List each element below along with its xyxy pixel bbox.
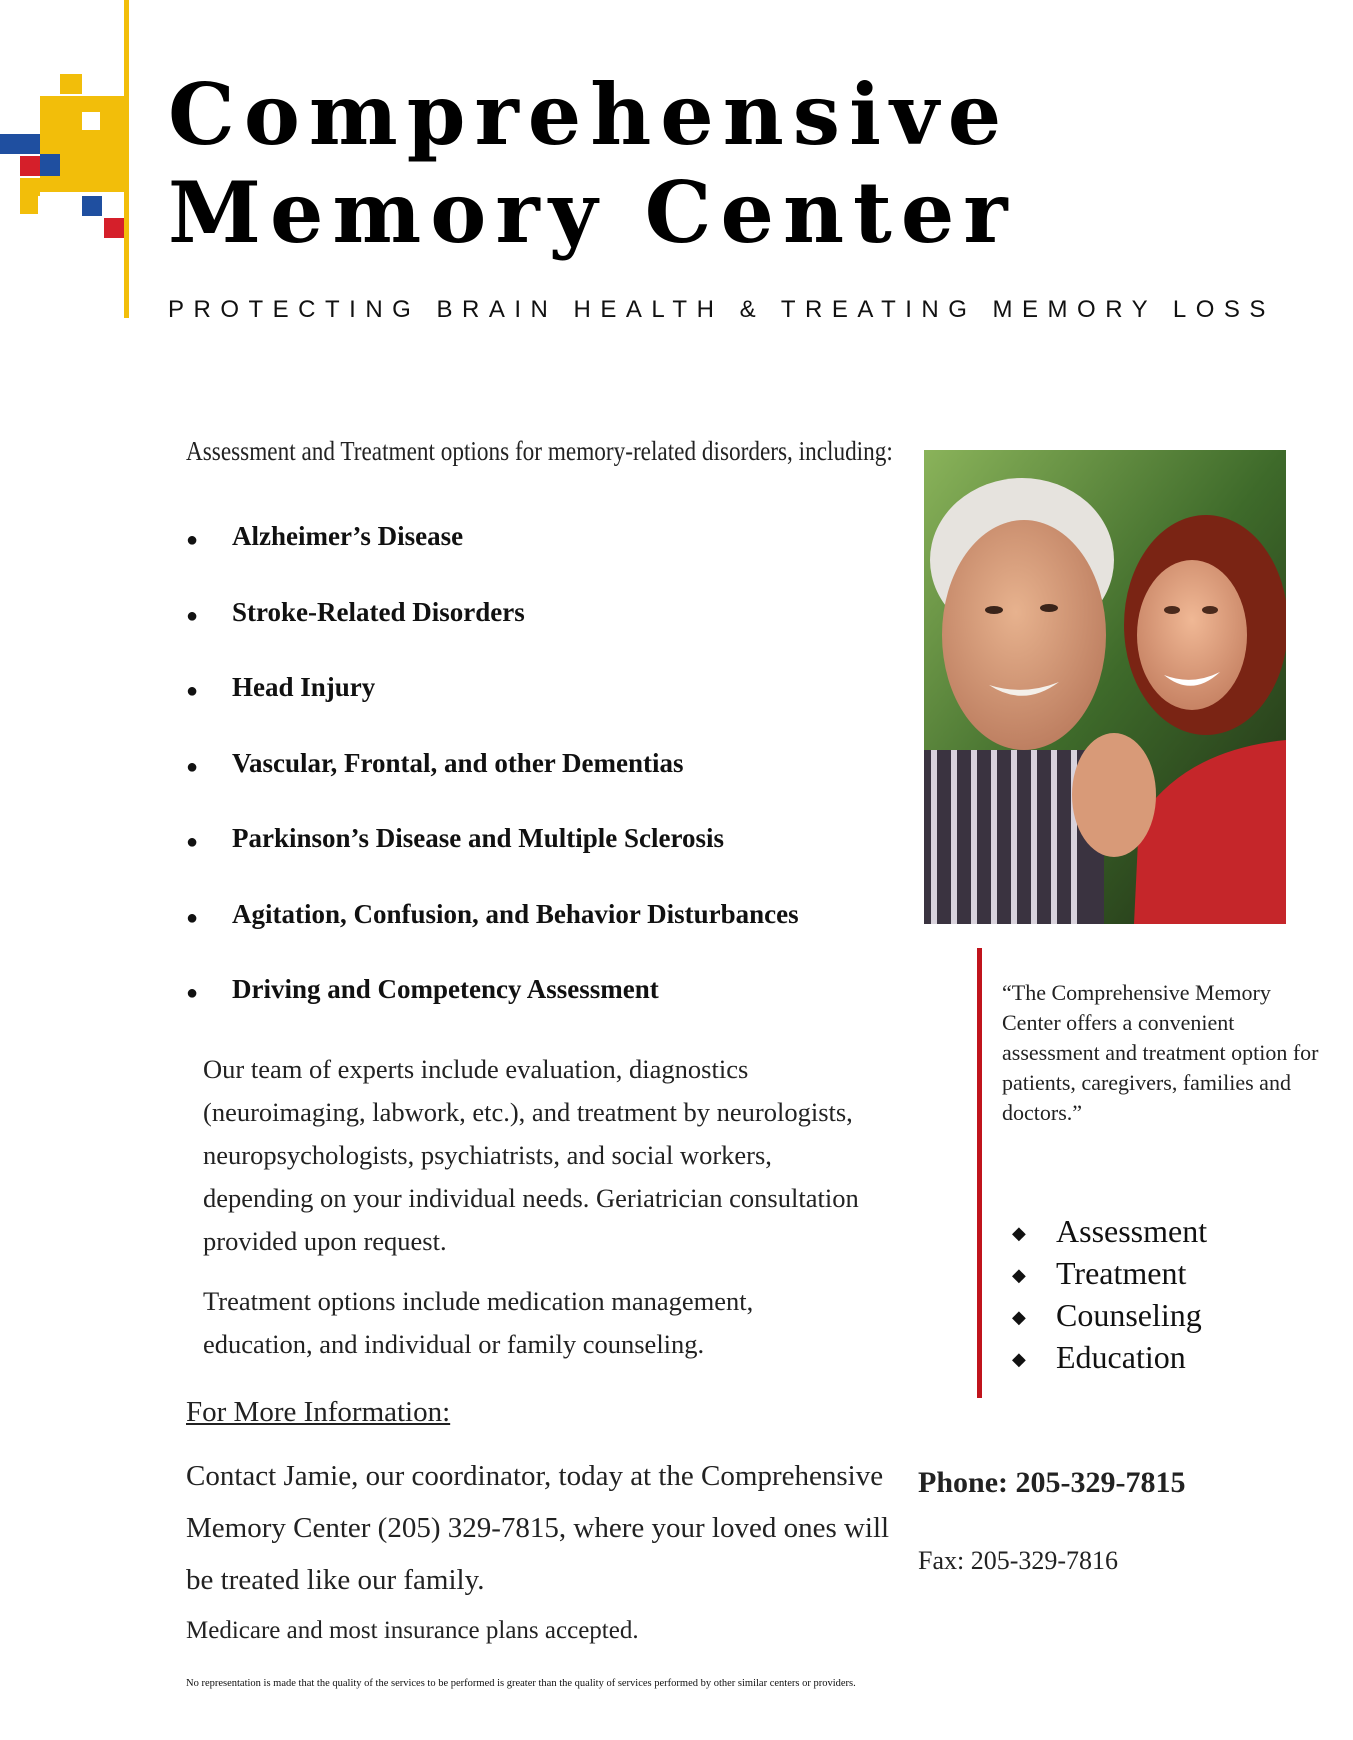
tagline: PROTECTING BRAIN HEALTH & TREATING MEMORY LOSS — [168, 296, 1275, 323]
intro-text: Assessment and Treatment options for memory-related disorders, including: — [186, 436, 893, 466]
testimonial-quote: “The Comprehensive Memory Center offers a convenient assessment and treatment option for patients, caregivers, families and doctors.” — [1002, 980, 1319, 1125]
team-paragraph: Our team of experts include evaluation, diagnostics (neuroimaging, labwork, etc.), and treatment by neurologists, neuropsychologists, psychiatrists, and social workers, depending on your individual needs. Geriatrician consultation provided upon request. — [203, 1054, 859, 1256]
phone-number: Phone: 205-329-7815 — [918, 1466, 1186, 1499]
title-line-1: Comprehensive — [168, 65, 1011, 164]
page-title — [168, 66, 1017, 262]
bullet-icon: ● — [186, 680, 199, 702]
bullet-icon: ● — [186, 831, 199, 853]
bullet-icon: ● — [186, 982, 199, 1004]
insurance-note: Medicare and most insurance plans accepted. — [186, 1617, 639, 1644]
disclaimer: No representation is made that the quality of the services to be performed is greater than the quality of services performed by other similar centers or providers. — [186, 1678, 856, 1689]
more-info-heading: For More Information: — [186, 1396, 451, 1428]
treatment-paragraph: Treatment options include medication management, education, and individual or family counseling. — [203, 1286, 754, 1359]
logo — [0, 0, 140, 320]
diamond-bullet-icon: ◆ — [1012, 1223, 1026, 1243]
photo-elderly-man-and-woman — [924, 450, 1286, 924]
diamond-bullet-icon: ◆ — [1012, 1265, 1026, 1285]
contact-paragraph: Contact Jamie, our coordinator, today at the Comprehensive Memory Center (205) 329-7815, where your loved ones will be treated like our family. — [186, 1460, 890, 1596]
diamond-bullet-icon: ◆ — [1012, 1307, 1026, 1327]
title-line-2: Memory Center — [168, 163, 1017, 262]
bullet-icon: ● — [186, 529, 199, 551]
bullet-icon: ● — [186, 604, 199, 627]
fax-number: Fax: 205-329-7816 — [918, 1546, 1119, 1575]
diamond-bullet-icon: ◆ — [1012, 1349, 1026, 1369]
quote-divider — [977, 948, 982, 1398]
bullet-icon: ● — [186, 755, 199, 778]
bullet-icon: ● — [186, 906, 199, 929]
